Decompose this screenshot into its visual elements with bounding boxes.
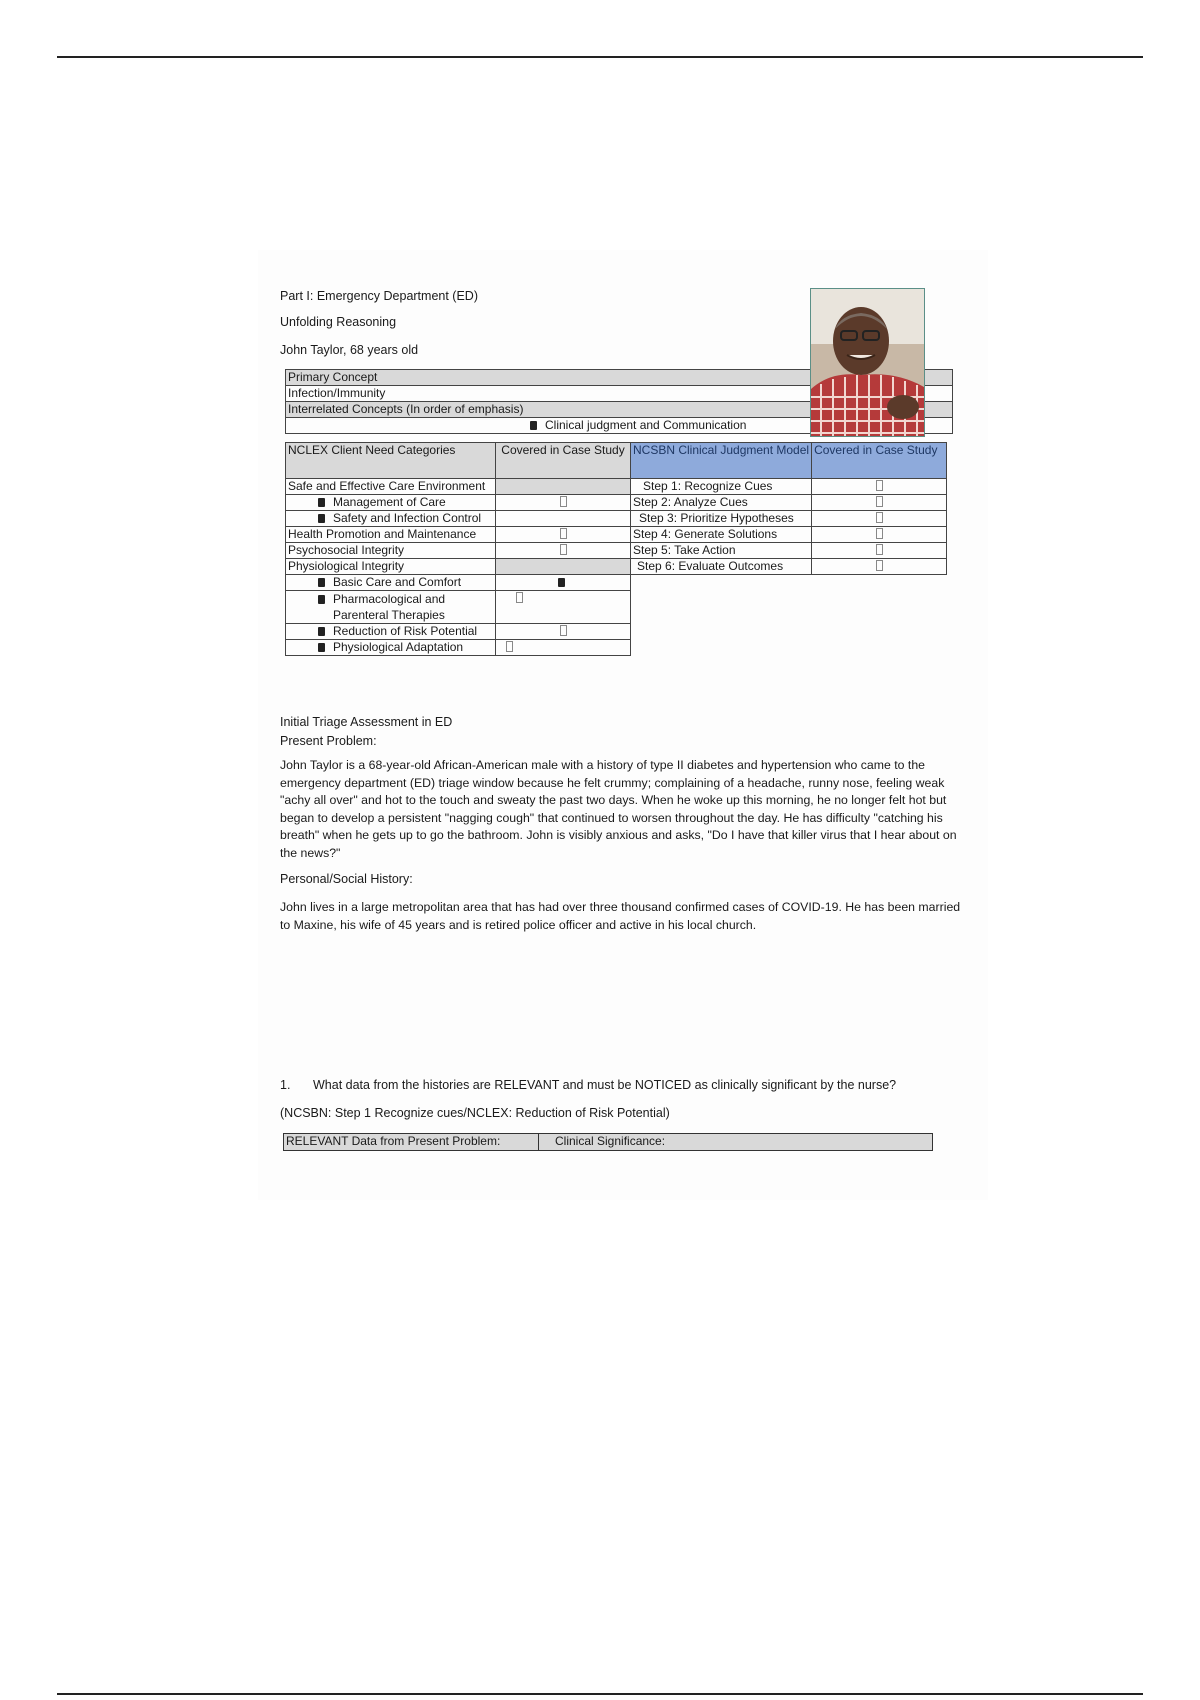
patient-photo [810,288,925,437]
covered-cell [496,640,631,656]
checkbox-icon [876,496,883,507]
paragraph-line: John Taylor is a 68-year-old African-American male with a history of type II diabetes and hypertension who came to the [280,758,926,772]
empty-cell [631,640,947,656]
category-row: Physiological Integrity [286,559,496,575]
history-label: Personal/Social History: [280,872,413,886]
category-row: Safety and Infection Control [286,511,496,527]
checkbox-icon [876,528,883,539]
category-row: Basic Care and Comfort [286,575,496,591]
top-rule [57,56,1143,58]
reasoning-heading: Unfolding Reasoning [280,315,397,329]
paragraph-line: the news?" [280,845,341,860]
step-covered-cell [812,559,947,575]
interrelated-item: Clinical judgment and Communication [286,418,953,434]
paragraph-line: John lives in a large metropolitan area that has had over three thousand confirmed cases of COVID-19. He has been married [280,900,961,914]
question-ref: (NCSBN: Step 1 Recognize cues/NCLEX: Reduction of Risk Potential) [280,1106,670,1120]
step-cell: Step 2: Analyze Cues [631,495,812,511]
step-covered-cell [812,543,947,559]
step-covered-cell [812,527,947,543]
primary-concept-label: Primary Concept [286,370,953,386]
col1-header: NCLEX Client Need Categories [286,443,496,479]
step-cell: Step 1: Recognize Cues [631,479,812,495]
category-row: Safe and Effective Care Environment [286,479,496,495]
paragraph-line: emergency department (ED) triage window because he felt crummy; complaining of a headache, runny nose, feeling weak [280,775,945,790]
question-text: What data from the histories are RELEVANT and must be NOTICED as clinically significant by the nurse? [313,1078,897,1092]
bullet-icon [318,643,325,652]
category-row: Reduction of Risk Potential [286,624,496,640]
covered-cell [496,575,631,591]
bullet-icon [558,578,565,587]
bullet-icon [318,595,325,604]
covered-cell [496,479,631,495]
relevant-data-table [283,1133,933,1151]
checkbox-icon [876,560,883,571]
covered-cell [496,543,631,559]
part-heading: Part I: Emergency Department (ED) [280,289,478,303]
empty-cell [631,591,947,624]
paragraph-line: "achy all over" and hot to the touch and sweaty the past two days. When he woke up this morning, he no longer felt hot but [280,793,947,807]
checkbox-icon [560,625,567,636]
primary-concept-value: Infection/Immunity [286,386,953,402]
checkbox-icon [506,641,513,652]
relevant-data-header: RELEVANT Data from Present Problem: [284,1134,539,1151]
category-row: Physiological Adaptation [286,640,496,656]
bottom-rule [57,1693,1143,1695]
covered-cell [496,624,631,640]
history-paragraph [280,899,985,934]
step-cell: Step 6: Evaluate Outcomes [631,559,812,575]
covered-cell [496,495,631,511]
checkbox-icon [560,496,567,507]
triage-heading: Initial Triage Assessment in ED [280,715,453,729]
present-problem-paragraph [280,757,985,862]
col2-header: Covered in Case Study [496,443,631,479]
checkbox-icon [876,480,883,491]
covered-cell [496,511,631,527]
step-cell: Step 3: Prioritize Hypotheses [631,511,812,527]
present-problem-label: Present Problem: [280,734,377,748]
step-covered-cell [812,495,947,511]
clinical-significance-header: Clinical Significance: [539,1134,933,1151]
checkbox-icon [560,544,567,555]
bullet-icon [530,421,537,430]
category-row: Management of Care [286,495,496,511]
categories-table [285,442,947,656]
paragraph-line: to Maxine, his wife of 45 years and is retired police officer and active in his local church. [280,917,757,932]
checkbox-icon [560,528,567,539]
category-row: Psychosocial Integrity [286,543,496,559]
step-cell: Step 4: Generate Solutions [631,527,812,543]
interrelated-label: Interrelated Concepts (In order of emphasis) [286,402,953,418]
covered-cell [496,591,631,624]
step-covered-cell [812,479,947,495]
col3-header: NCSBN Clinical Judgment Model [631,443,812,479]
checkbox-icon [516,592,523,603]
bullet-icon [318,578,325,587]
covered-cell [496,559,631,575]
paragraph-line: began to develop a persistent "nagging cough" that continued to worsen throughout the day. He has difficulty "catching his [280,810,943,825]
empty-cell [631,575,947,591]
bullet-icon [318,627,325,636]
bullet-icon [318,514,325,523]
category-row: Health Promotion and Maintenance [286,527,496,543]
bullet-icon [318,498,325,507]
step-cell: Step 5: Take Action [631,543,812,559]
col4-header: Covered in Case Study [812,443,947,479]
category-row: Pharmacological and Parenteral Therapies [286,591,496,624]
checkbox-icon [876,544,883,555]
question-number: 1. [280,1078,291,1092]
step-covered-cell [812,511,947,527]
empty-cell [631,624,947,640]
patient-line: John Taylor, 68 years old [280,343,419,357]
covered-cell [496,527,631,543]
checkbox-icon [876,512,883,523]
paragraph-line: breath" when he gets up to go the bathroom. John is visibly anxious and asks, "Do I have that killer virus that I hear about on [280,828,957,842]
